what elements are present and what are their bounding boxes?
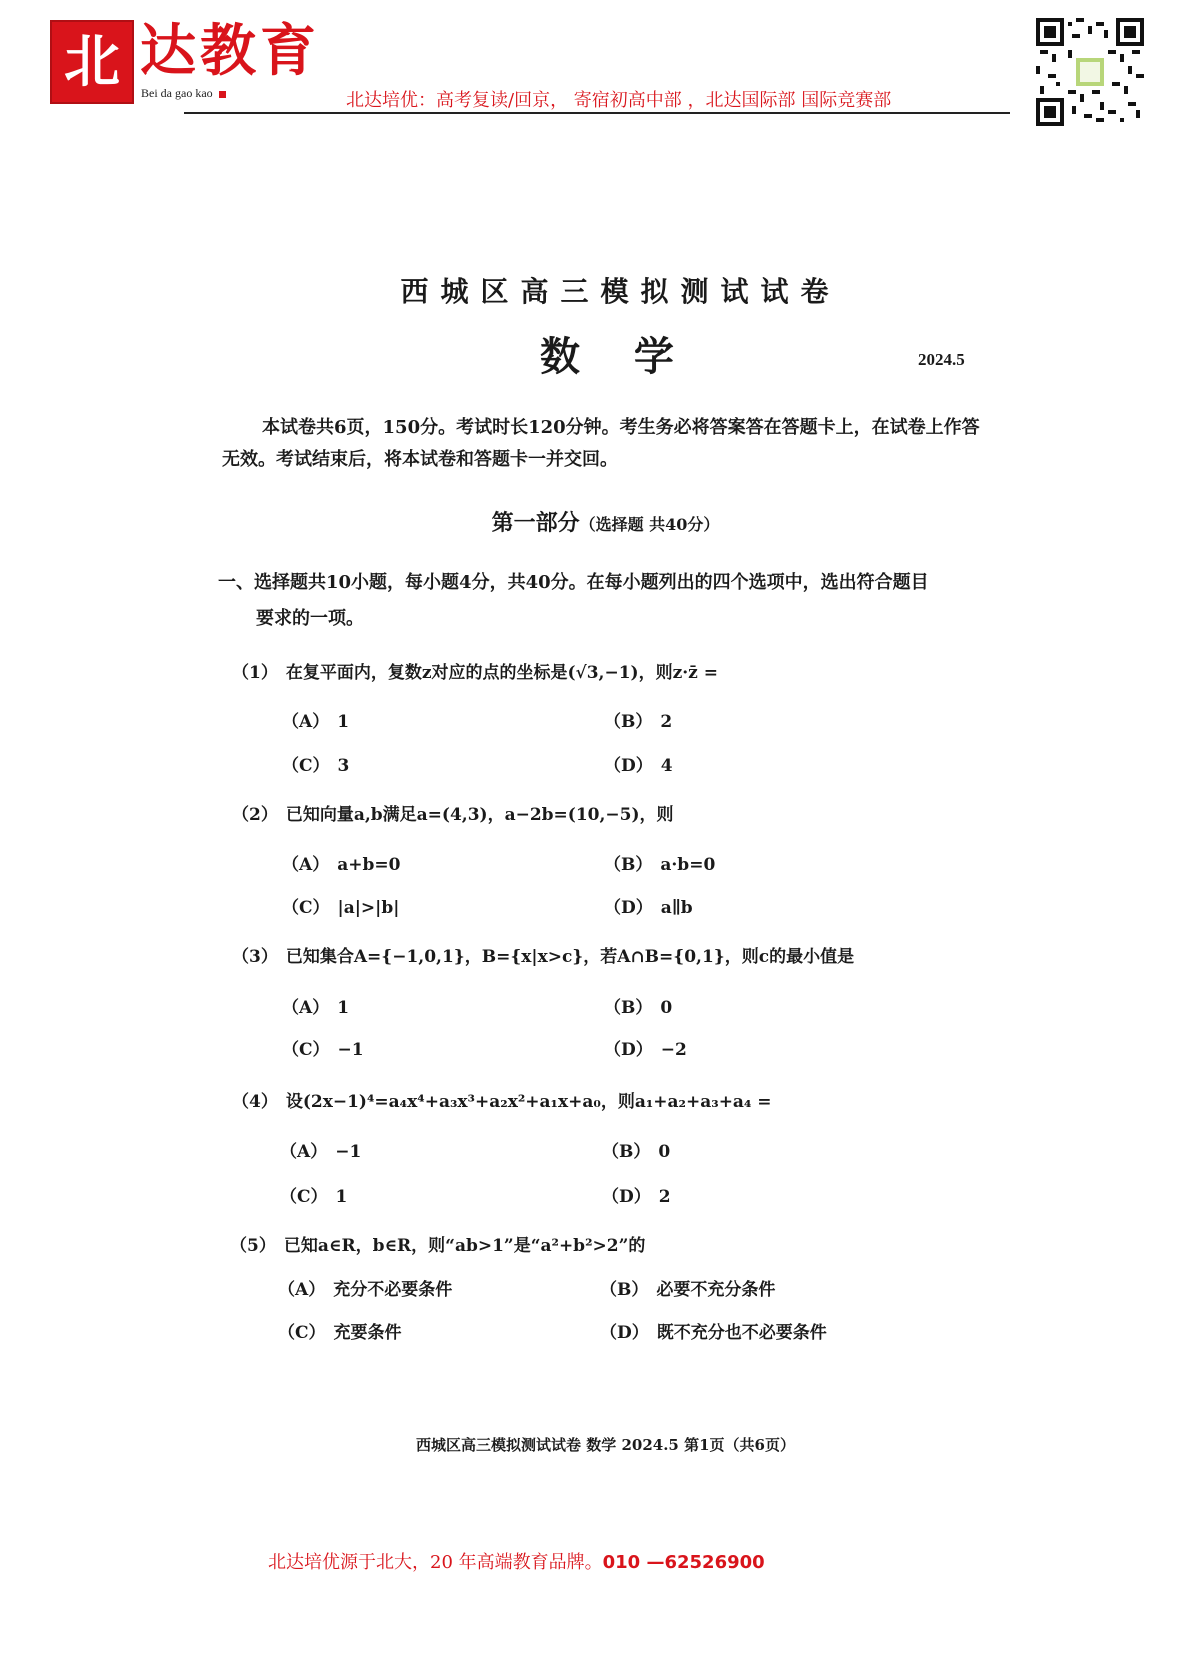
section-heading <box>218 565 1018 637</box>
question-1 <box>232 658 718 683</box>
bottom-slogan-text: 北达培优源于北大，20 年高端教育品牌。 <box>268 1552 603 1573</box>
option-label: （A） <box>282 998 330 1018</box>
question-number: （5） <box>230 1236 276 1256</box>
option <box>604 993 672 1018</box>
option-text: 3 <box>337 756 350 776</box>
option-text: 0 <box>658 1142 671 1162</box>
option-label: （D） <box>604 756 653 776</box>
brand-logo-mark: 北 <box>50 20 134 104</box>
option-label: （C） <box>282 898 330 918</box>
option-text: 既不充分也不必要条件 <box>656 1323 827 1343</box>
option-text: 1 <box>335 1187 348 1207</box>
option-label: （B） <box>602 1142 651 1162</box>
question-number: （2） <box>232 805 278 825</box>
option-text: 充分不必要条件 <box>333 1280 453 1300</box>
option-label: （A） <box>280 1142 328 1162</box>
question-4 <box>232 1087 772 1112</box>
header-divider <box>184 112 1010 114</box>
option-label: （B） <box>604 855 653 875</box>
bullet-icon <box>219 91 226 98</box>
section-heading-line-1: 一、选择题共10小题，每小题4分，共40分。在每小题列出的四个选项中，选出符合题目 <box>218 572 929 593</box>
option-text: 充要条件 <box>333 1323 402 1343</box>
part-heading <box>0 506 1181 537</box>
option-text: 2 <box>660 712 673 732</box>
option-label: （C） <box>282 1040 330 1060</box>
exam-title: 西城区高三模拟测试试卷 <box>400 275 841 308</box>
option <box>600 1318 827 1343</box>
option <box>600 1275 775 1300</box>
option <box>602 1137 670 1162</box>
option <box>602 1182 671 1207</box>
option-text: −2 <box>660 1040 687 1060</box>
question-stem: 在复平面内，复数z对应的点的坐标是(√3,−1)，则z·z̄ = <box>285 663 718 683</box>
option-text: 2 <box>658 1187 671 1207</box>
exam-instructions: 本试卷共6页，150分。考试时长120分钟。考生务必将答案答在答题卡上，在试卷上作答无效。考试结束后，将本试卷和答题卡一并交回。 <box>222 417 980 470</box>
section-heading-line-2: 要求的一项。 <box>256 608 364 629</box>
option <box>604 1035 687 1060</box>
option-label: （B） <box>604 712 653 732</box>
question-stem: 已知a∈R，b∈R，则“ab>1”是“a²+b²>2”的 <box>283 1236 646 1256</box>
page-footer: 西城区高三模拟测试试卷 数学 2024.5 第1页（共6页） <box>416 1436 795 1454</box>
option <box>604 893 693 918</box>
question-stem: 已知集合A={−1,0,1}，B={x|x>c}，若A∩B={0,1}，则c的最小值是 <box>285 947 855 967</box>
option <box>282 751 349 776</box>
option-text: |a|>|b| <box>337 898 400 918</box>
contact-phone: 010 —62526900 <box>602 1552 765 1573</box>
option-label: （D） <box>602 1187 651 1207</box>
brand-logo-text: 达教育 <box>140 18 320 84</box>
option-text: 0 <box>660 998 673 1018</box>
option-label: （A） <box>282 855 330 875</box>
option-text: 4 <box>660 756 673 776</box>
option-label: （C） <box>282 756 330 776</box>
option <box>282 993 349 1018</box>
exam-date: 2024.5 <box>918 350 965 369</box>
option-label: （A） <box>282 712 330 732</box>
qr-code-icon <box>1036 18 1144 126</box>
question-number: （3） <box>232 947 278 967</box>
bottom-slogan <box>268 1548 765 1574</box>
option-label: （D） <box>600 1323 649 1343</box>
option-label: （C） <box>278 1323 326 1343</box>
option <box>282 850 400 875</box>
option <box>604 707 672 732</box>
option <box>282 893 399 918</box>
option-text: a∥b <box>660 898 693 918</box>
question-2 <box>232 800 674 825</box>
option-text: −1 <box>337 1040 364 1060</box>
option <box>278 1275 452 1300</box>
option-label: （C） <box>280 1187 328 1207</box>
question-number: （1） <box>232 663 278 683</box>
option <box>282 707 349 732</box>
option <box>280 1182 347 1207</box>
option-label: （A） <box>278 1280 326 1300</box>
option-text: a·b=0 <box>660 855 716 875</box>
option <box>278 1318 402 1343</box>
option-text: 必要不充分条件 <box>656 1280 776 1300</box>
option <box>604 751 673 776</box>
option-label: （D） <box>604 1040 653 1060</box>
header-slogan: 北达培优：高考复读/回京， 寄宿初高中部 ，北达国际部 国际竞赛部 <box>346 90 892 111</box>
part-title: 第一部分 <box>491 510 580 536</box>
option-text: −1 <box>335 1142 362 1162</box>
option-text: 1 <box>337 712 350 732</box>
option <box>604 850 715 875</box>
question-stem: 设(2x−1)⁴=a₄x⁴+a₃x³+a₂x²+a₁x+a₀，则a₁+a₂+a₃+a₄ = <box>285 1092 772 1112</box>
question-stem: 已知向量a,b满足a=(4,3)，a−2b=(10,−5)，则 <box>285 805 674 825</box>
question-3 <box>232 942 854 967</box>
option-text: a+b=0 <box>337 855 401 875</box>
option-label: （B） <box>604 998 653 1018</box>
option <box>280 1137 361 1162</box>
option-text: 1 <box>337 998 350 1018</box>
part-note: （选择题 共40分） <box>579 515 720 534</box>
option <box>282 1035 364 1060</box>
question-number: （4） <box>232 1092 278 1112</box>
option-label: （B） <box>600 1280 649 1300</box>
brand-logo-subtitle <box>141 86 226 101</box>
question-5 <box>230 1231 645 1256</box>
subject-title: 数 学 <box>540 333 694 380</box>
brand-logo-subtitle-text: Bei da gao kao <box>141 86 213 100</box>
option-label: （D） <box>604 898 653 918</box>
